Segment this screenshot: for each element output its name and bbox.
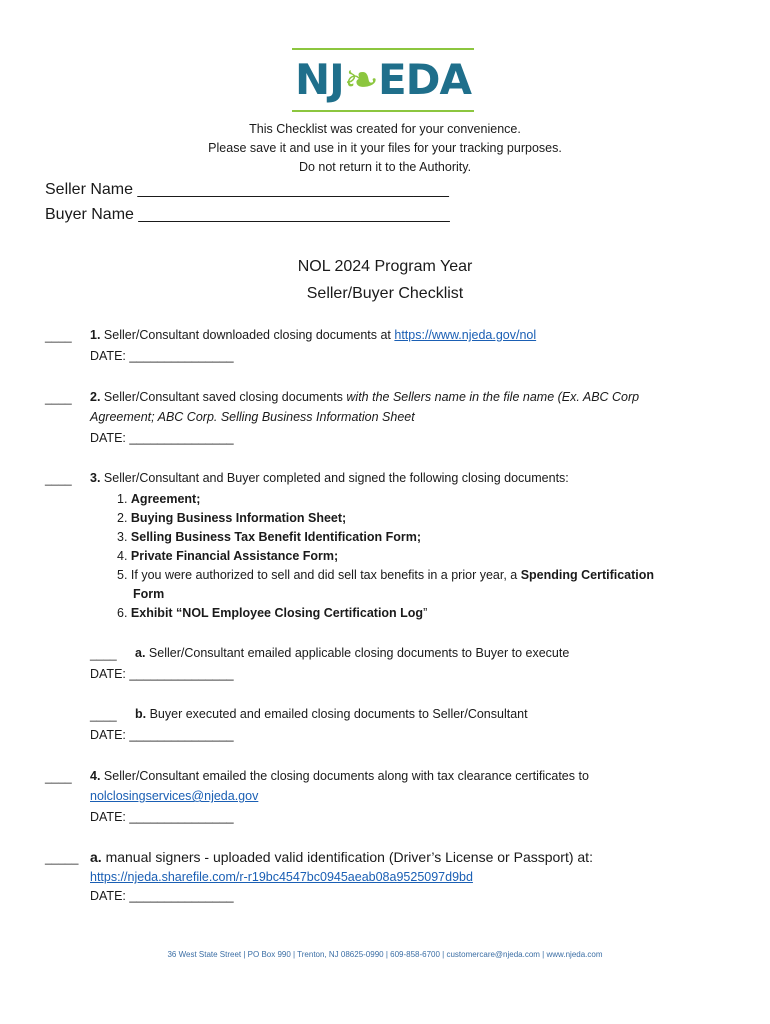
item-3a-date[interactable]: DATE: _______________ [90,667,234,681]
logo-wordmark: NJ❧EDA [294,55,472,104]
item-3b-checkbox[interactable]: ____ [90,708,117,722]
doc-item: 2. Buying Business Information Sheet; [117,511,347,525]
email-link[interactable]: nolclosingservices@njeda.gov [90,789,259,803]
doc-item: 1. Agreement; [117,492,201,506]
item-3-checkbox[interactable]: ____ [45,472,72,486]
footer-contact: 36 West State Street | PO Box 990 | Trenton, NJ 08625-0990 | 609-858-6700 | customercare@njeda.com | www.njeda.com [167,950,603,959]
doc-item: 4. Private Financial Assistance Form; [117,549,339,563]
item-1-checkbox[interactable]: ____ [45,329,72,343]
item-3b-date[interactable]: DATE: _______________ [90,728,234,742]
item-2-text: 2. Seller/Consultant saved closing documents with the Sellers name in the file name (Ex. ABC Corp [90,390,640,404]
intro-line-3: Do not return it to the Authority. [298,160,472,174]
page-subtitle: Seller/Buyer Checklist [306,285,464,302]
item-4-date[interactable]: DATE: _______________ [90,810,234,824]
item-2-text-cont: Agreement; ABC Corp. Selling Business Information Sheet [90,410,415,424]
item-3a-checkbox[interactable]: ____ [90,647,117,661]
page-title: NOL 2024 Program Year [297,258,473,275]
item-4a-date[interactable]: DATE: _______________ [90,889,234,903]
item-4a-checkbox[interactable]: _____ [45,851,79,865]
nol-link[interactable]: https://www.njeda.gov/nol [394,328,537,342]
seller-name-field[interactable]: Seller Name ___________________________________ [45,181,449,198]
item-4-text: 4. Seller/Consultant emailed the closing documents along with tax clearance certificates to [90,769,589,783]
item-2-checkbox[interactable]: ____ [45,391,72,405]
buyer-name-field[interactable]: Buyer Name ___________________________________ [45,206,450,223]
item-1-text: 1. Seller/Consultant downloaded closing documents at https://www.njeda.gov/nol [90,328,537,342]
item-4a-text: a. manual signers - uploaded valid identification (Driver’s License or Passport) at: [90,849,593,865]
logo-top-rule [292,48,474,50]
new-jersey-state-icon: ❧ [343,55,378,104]
item-1-date[interactable]: DATE: _______________ [90,349,234,363]
sharefile-link[interactable]: https://njeda.sharefile.com/r-r19bc4547bc0945aeab08a9525097d9bd [90,870,473,884]
doc-item: 5. If you were authorized to sell and did sell tax benefits in a prior year, a Spending Certification [117,568,655,582]
doc-item: 3. Selling Business Tax Benefit Identification Form; [117,530,421,544]
item-2-date[interactable]: DATE: _______________ [90,431,234,445]
item-3a-text: a. Seller/Consultant emailed applicable closing documents to Buyer to execute [135,646,570,660]
intro-line-2: Please save it and use in it your files for your tracking purposes. [208,141,562,155]
item-3b-text: b. Buyer executed and emailed closing documents to Seller/Consultant [135,707,528,721]
njeda-logo [292,48,474,114]
item-4-checkbox[interactable]: ____ [45,770,72,784]
doc-item-cont: Form [133,587,165,601]
intro-line-1: This Checklist was created for your convenience. [249,122,521,136]
doc-item: 6. Exhibit “NOL Employee Closing Certification Log” [117,606,428,620]
logo-bottom-rule [292,110,474,112]
item-3-text: 3. Seller/Consultant and Buyer completed and signed the following closing documents: [90,471,569,485]
